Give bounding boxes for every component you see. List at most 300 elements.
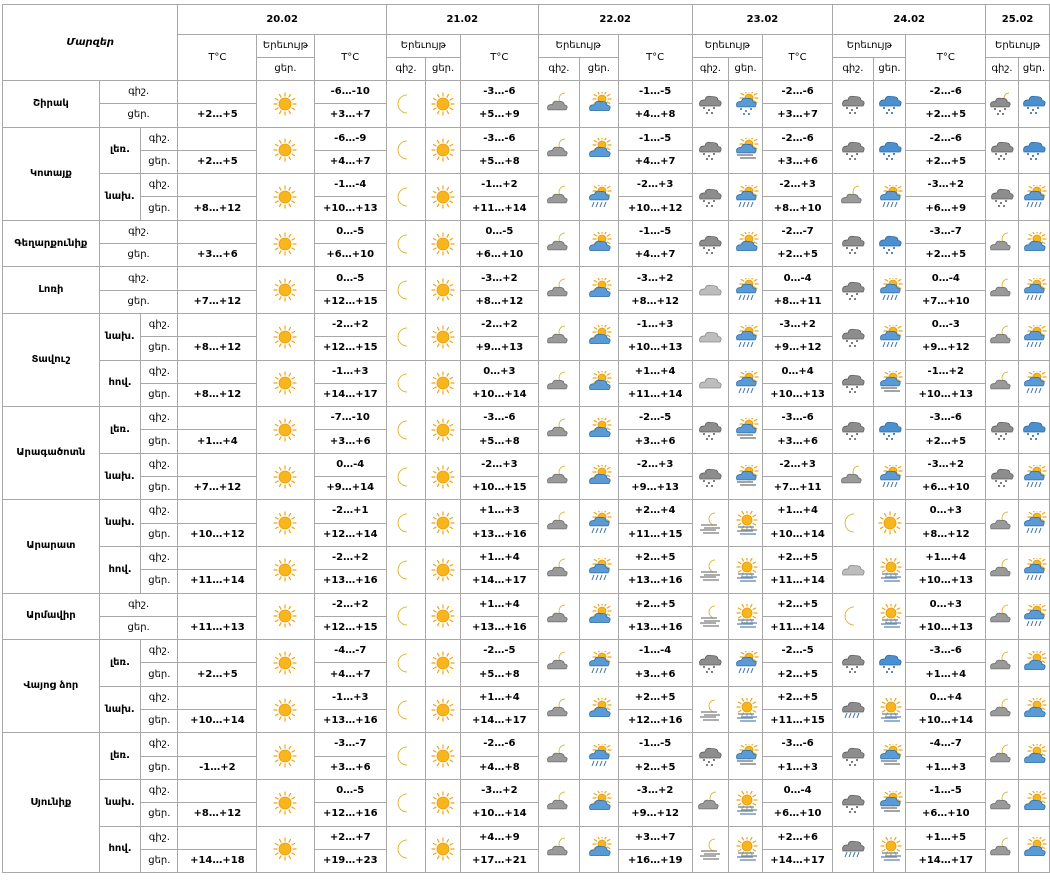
sun-icon: [257, 174, 314, 221]
day-label: ցեր.: [141, 803, 178, 826]
cloud-snow-icon: [833, 779, 873, 826]
day-temp: +11…+14: [762, 616, 832, 639]
moon-icon: [386, 733, 425, 780]
sun-fog-icon: [873, 686, 906, 733]
night-column-header: գիշ.: [538, 58, 579, 81]
cloud-sun-rain-icon: [1018, 174, 1049, 221]
cloud-moon-icon: [986, 267, 1019, 314]
day-column-header: ցեր.: [873, 58, 906, 81]
cloud-sun-rain-icon: [1018, 360, 1049, 407]
day-temp: +17…+21: [460, 849, 538, 872]
day-temp: +5…+8: [460, 150, 538, 173]
cloud-snow-icon: [986, 127, 1019, 174]
day-temp: +13…+16: [618, 570, 692, 593]
night-temp: -3…-7: [906, 220, 986, 243]
moon-fog-icon: [692, 686, 729, 733]
cloud-rain-icon: [833, 826, 873, 873]
night-row: [3, 779, 1050, 802]
sun-icon: [257, 453, 314, 500]
moon-icon: [386, 826, 425, 873]
forecast-table: [2, 4, 1050, 873]
cloud-snow-icon: [692, 127, 729, 174]
cloud-snow-icon: [692, 733, 729, 780]
night-temp: [178, 360, 257, 383]
day-temp: +12…+15: [314, 616, 386, 639]
day-column-header: ցեր.: [1018, 58, 1049, 81]
sun-icon: [257, 407, 314, 454]
night-label: գիշ.: [141, 127, 178, 150]
day-temp: +10…+14: [906, 710, 986, 733]
cloud-sun-icon: [580, 360, 619, 407]
night-temp: -2…-5: [460, 640, 538, 663]
temp-column-header: T°C: [618, 35, 692, 81]
night-temp: -3…-6: [460, 407, 538, 430]
moon-icon: [833, 500, 873, 547]
cloud-sun-rain-icon: [729, 360, 763, 407]
cloud-snow-blue-icon: [873, 127, 906, 174]
sun-icon: [426, 453, 461, 500]
night-temp: +2…+5: [618, 546, 692, 569]
sun-icon: [257, 733, 314, 780]
cloud-snow-icon: [692, 81, 729, 128]
night-temp: 0…-4: [906, 267, 986, 290]
day-temp: +6…+10: [314, 244, 386, 267]
cloud-snow-icon: [833, 640, 873, 687]
cloud-moon-icon: [692, 779, 729, 826]
cloud-sun-icon: [580, 267, 619, 314]
cloud-sun-snow-icon: [729, 81, 763, 128]
cloud-snow-icon: [692, 640, 729, 687]
cloud-sun-icon: [580, 826, 619, 873]
day-column-header: ցեր.: [729, 58, 763, 81]
day-label: ցեր.: [141, 337, 178, 360]
moon-icon: [386, 453, 425, 500]
sun-icon: [257, 640, 314, 687]
cloud-snow-icon: [833, 127, 873, 174]
night-temp: -3…-6: [906, 407, 986, 430]
day-temp: +10…+12: [178, 523, 257, 546]
cloud-sun-rain-icon: [580, 640, 619, 687]
day-temp: +5…+9: [460, 104, 538, 127]
night-temp: +2…+5: [762, 546, 832, 569]
cloud-sun-rain-icon: [580, 500, 619, 547]
day-temp: +8…+12: [460, 290, 538, 313]
night-temp: -3…+2: [460, 267, 538, 290]
night-temp: [178, 81, 257, 104]
moon-icon: [386, 686, 425, 733]
cloud-sun-rain-icon: [1018, 546, 1049, 593]
day-temp: +2…+5: [906, 150, 986, 173]
night-temp: -1…+2: [906, 360, 986, 383]
day-label: ցեր.: [141, 849, 178, 872]
cloud-gray-icon: [692, 313, 729, 360]
day-temp: +11…+14: [762, 570, 832, 593]
subregion-name: լեռ.: [99, 640, 140, 687]
cloud-moon-icon: [538, 640, 579, 687]
cloud-moon-icon: [538, 220, 579, 267]
day-column-header: ցեր.: [426, 58, 461, 81]
night-row: [3, 220, 1050, 243]
day-temp: +4…+7: [618, 244, 692, 267]
day-temp: +11…+14: [460, 197, 538, 220]
night-temp: 0…-4: [762, 267, 832, 290]
cloud-moon-icon: [986, 593, 1019, 640]
day-label: ցեր.: [99, 290, 178, 313]
day-temp: +8…+12: [178, 197, 257, 220]
night-temp: 0…-5: [314, 779, 386, 802]
night-temp: 0…+3: [906, 500, 986, 523]
night-row: [3, 500, 1050, 523]
cloud-moon-icon: [986, 640, 1019, 687]
day-temp: +8…+12: [178, 337, 257, 360]
night-temp: 0…-5: [314, 267, 386, 290]
day-temp: +3…+6: [762, 150, 832, 173]
cloud-snow-blue-icon: [1018, 127, 1049, 174]
night-label: գիշ.: [141, 407, 178, 430]
night-temp: +2…+6: [762, 826, 832, 849]
night-temp: -2…+2: [314, 593, 386, 616]
phenomenon-column-header: Երեւույթ: [257, 35, 314, 58]
night-temp: 0…-5: [460, 220, 538, 243]
cloud-sun-icon: [1018, 733, 1049, 780]
cloud-sun-icon: [1018, 686, 1049, 733]
cloud-moon-icon: [538, 360, 579, 407]
day-temp: +6…+10: [460, 244, 538, 267]
sun-icon: [426, 733, 461, 780]
day-temp: +10…+13: [906, 616, 986, 639]
cloud-snow-icon: [833, 360, 873, 407]
region-name: Արարատ: [3, 500, 100, 593]
night-temp: -3…-6: [906, 640, 986, 663]
cloud-moon-icon: [538, 174, 579, 221]
day-temp: +14…+17: [460, 710, 538, 733]
cloud-sun-icon: [580, 81, 619, 128]
sun-icon: [426, 267, 461, 314]
night-row: [3, 360, 1050, 383]
sun-icon: [426, 127, 461, 174]
subregion-name: նախ.: [99, 686, 140, 733]
cloud-sun-icon: [1018, 640, 1049, 687]
moon-icon: [386, 220, 425, 267]
day-temp: +9…+13: [618, 477, 692, 500]
day-temp: +3…+7: [762, 104, 832, 127]
subregion-name: լեռ.: [99, 733, 140, 780]
cloud-moon-icon: [986, 686, 1019, 733]
cloud-moon-icon: [986, 733, 1019, 780]
cloud-moon-icon: [538, 453, 579, 500]
sun-fog-icon: [729, 593, 763, 640]
day-temp: +10…+14: [460, 383, 538, 406]
cloud-moon-icon: [538, 500, 579, 547]
sun-icon: [257, 686, 314, 733]
day-temp: +12…+16: [314, 803, 386, 826]
day-label: ցեր.: [99, 104, 178, 127]
cloud-sun-fog-icon: [729, 407, 763, 454]
cloud-snow-icon: [986, 174, 1019, 221]
cloud-snow-icon: [692, 453, 729, 500]
night-temp: [178, 826, 257, 849]
day-temp: +13…+16: [460, 616, 538, 639]
cloud-moon-icon: [538, 127, 579, 174]
sun-icon: [257, 546, 314, 593]
night-temp: 0…-3: [906, 313, 986, 336]
day-temp: +9…+13: [460, 337, 538, 360]
day-label: ցեր.: [141, 383, 178, 406]
night-temp: -4…-7: [314, 640, 386, 663]
night-temp: -3…+2: [762, 313, 832, 336]
subregion-name: լեռ.: [99, 127, 140, 174]
moon-icon: [386, 407, 425, 454]
day-temp: +7…+12: [178, 477, 257, 500]
night-temp: -3…-7: [314, 733, 386, 756]
night-temp: [178, 267, 257, 290]
night-label: գիշ.: [141, 733, 178, 756]
moon-icon: [386, 546, 425, 593]
cloud-sun-rain-icon: [580, 174, 619, 221]
moon-fog-icon: [692, 500, 729, 547]
moon-icon: [386, 267, 425, 314]
night-row: [3, 453, 1050, 476]
cloud-sun-rain-icon: [873, 453, 906, 500]
night-column-header: գիշ.: [833, 58, 873, 81]
sun-icon: [426, 640, 461, 687]
night-row: [3, 174, 1050, 197]
cloud-sun-fog-icon: [729, 453, 763, 500]
night-temp: -2…+2: [314, 313, 386, 336]
day-temp: +9…+14: [314, 477, 386, 500]
night-temp: -1…-5: [906, 779, 986, 802]
day-label: ցեր.: [141, 477, 178, 500]
night-row: [3, 267, 1050, 290]
temp-column-header: T°C: [178, 35, 257, 81]
cloud-sun-icon: [580, 220, 619, 267]
night-temp: +4…+9: [460, 826, 538, 849]
night-temp: -2…+1: [314, 500, 386, 523]
night-label: գիշ.: [141, 500, 178, 523]
night-label: գիշ.: [99, 267, 178, 290]
sun-fog-icon: [873, 826, 906, 873]
day-temp: +14…+17: [906, 849, 986, 872]
day-temp: +10…+14: [460, 803, 538, 826]
region-name: Վայոց ձոր: [3, 640, 100, 733]
day-temp: +2…+5: [178, 663, 257, 686]
phenomenon-column-header: Երեւույթ: [986, 35, 1050, 58]
day-temp: +7…+10: [906, 290, 986, 313]
night-temp: -2…+3: [762, 453, 832, 476]
night-label: գիշ.: [141, 313, 178, 336]
day-column-header: ցեր.: [257, 58, 314, 81]
cloud-sun-icon: [580, 407, 619, 454]
night-column-header: գիշ.: [986, 58, 1019, 81]
forecast-table-wrapper: [2, 4, 1050, 873]
moon-icon: [386, 640, 425, 687]
cloud-sun-rain-icon: [580, 733, 619, 780]
moon-icon: [386, 81, 425, 128]
cloud-sun-rain-icon: [729, 174, 763, 221]
sun-icon: [426, 360, 461, 407]
cloud-sun-rain-icon: [1018, 267, 1049, 314]
night-row: [3, 127, 1050, 150]
night-temp: -3…+2: [906, 174, 986, 197]
night-column-header: գիշ.: [692, 58, 729, 81]
night-temp: -3…-6: [762, 733, 832, 756]
day-label: ցեր.: [141, 570, 178, 593]
night-temp: +1…+4: [906, 546, 986, 569]
day-temp: +3…+6: [314, 430, 386, 453]
night-temp: -3…+2: [618, 779, 692, 802]
phenomenon-column-header: Երեւույթ: [386, 35, 460, 58]
cloud-sun-icon: [580, 127, 619, 174]
cloud-moon-icon: [986, 313, 1019, 360]
day-temp: +14…+17: [460, 570, 538, 593]
night-temp: -2…-6: [460, 733, 538, 756]
cloud-sun-icon: [580, 593, 619, 640]
moon-fog-icon: [692, 593, 729, 640]
night-temp: -6…-10: [314, 81, 386, 104]
day-temp: +4…+8: [460, 756, 538, 779]
night-label: գիշ.: [99, 81, 178, 104]
cloud-moon-icon: [538, 81, 579, 128]
moon-icon: [386, 174, 425, 221]
moon-icon: [386, 127, 425, 174]
cloud-snow-blue-icon: [873, 407, 906, 454]
moon-icon: [386, 500, 425, 547]
day-temp: +6…+10: [906, 477, 986, 500]
sun-fog-icon: [873, 546, 906, 593]
subregion-name: նախ.: [99, 500, 140, 547]
sun-icon: [426, 593, 461, 640]
day-temp: +4…+7: [314, 150, 386, 173]
day-temp: +10…+14: [178, 710, 257, 733]
day-temp: +1…+3: [762, 756, 832, 779]
cloud-moon-icon: [538, 779, 579, 826]
cloud-sun-fog-icon: [729, 733, 763, 780]
sun-fog-icon: [729, 779, 763, 826]
cloud-snow-blue-icon: [873, 640, 906, 687]
night-temp: -2…+3: [762, 174, 832, 197]
temp-column-header: T°C: [762, 35, 832, 81]
cloud-moon-icon: [538, 267, 579, 314]
day-temp: +4…+7: [314, 663, 386, 686]
night-temp: -2…-7: [762, 220, 832, 243]
cloud-moon-icon: [986, 826, 1019, 873]
night-row: [3, 593, 1050, 616]
moon-icon: [386, 313, 425, 360]
night-temp: -3…+2: [618, 267, 692, 290]
date-header: 24.02: [833, 5, 986, 35]
night-temp: -1…+2: [460, 174, 538, 197]
cloud-sun-rain-icon: [873, 174, 906, 221]
moon-fog-icon: [692, 826, 729, 873]
sun-icon: [426, 779, 461, 826]
moon-icon: [386, 360, 425, 407]
day-label: ցեր.: [99, 244, 178, 267]
sun-icon: [426, 313, 461, 360]
day-temp: +3…+7: [314, 104, 386, 127]
cloud-sun-icon: [1018, 220, 1049, 267]
subregion-name: լեռ.: [99, 407, 140, 454]
cloud-moon-icon: [833, 453, 873, 500]
night-temp: -1…-4: [618, 640, 692, 663]
sun-icon: [257, 360, 314, 407]
cloud-gray-icon: [692, 267, 729, 314]
day-temp: +16…+19: [618, 849, 692, 872]
cloud-snow-icon: [986, 407, 1019, 454]
day-temp: +8…+10: [762, 197, 832, 220]
day-temp: +9…+12: [906, 337, 986, 360]
cloud-snow-icon: [833, 220, 873, 267]
region-name: Կոտայք: [3, 127, 100, 220]
night-temp: 0…-4: [762, 779, 832, 802]
phenomenon-column-header: Երեւույթ: [833, 35, 906, 58]
day-temp: +6…+9: [906, 197, 986, 220]
day-temp: +5…+8: [460, 430, 538, 453]
subregion-name: նախ.: [99, 453, 140, 500]
cloud-sun-icon: [1018, 826, 1049, 873]
sun-fog-icon: [729, 826, 763, 873]
night-temp: -1…-5: [618, 733, 692, 756]
night-label: գիշ.: [141, 546, 178, 569]
night-temp: [178, 779, 257, 802]
day-temp: +6…+10: [762, 803, 832, 826]
subregion-name: հով.: [99, 826, 140, 873]
cloud-snow-icon: [833, 267, 873, 314]
night-temp: [178, 220, 257, 243]
day-temp: +8…+12: [618, 290, 692, 313]
moon-icon: [386, 593, 425, 640]
cloud-snow-blue-icon: [873, 81, 906, 128]
night-row: [3, 686, 1050, 709]
day-temp: +3…+6: [314, 756, 386, 779]
night-temp: +3…+7: [618, 826, 692, 849]
night-temp: +1…+4: [618, 360, 692, 383]
sun-icon: [873, 500, 906, 547]
region-name: Գեղարքունիք: [3, 220, 100, 267]
cloud-moon-snow-icon: [986, 81, 1019, 128]
night-row: [3, 407, 1050, 430]
sun-fog-icon: [873, 593, 906, 640]
cloud-moon-icon: [538, 593, 579, 640]
night-row: [3, 546, 1050, 569]
night-temp: -2…-5: [762, 640, 832, 663]
cloud-moon-icon: [538, 313, 579, 360]
night-row: [3, 81, 1050, 104]
day-label: ցեր.: [99, 616, 178, 639]
night-label: գիշ.: [141, 640, 178, 663]
day-temp: +4…+8: [618, 104, 692, 127]
day-temp: +10…+13: [314, 197, 386, 220]
cloud-snow-blue-icon: [1018, 407, 1049, 454]
cloud-sun-rain-icon: [580, 546, 619, 593]
day-temp: +7…+12: [178, 290, 257, 313]
night-temp: +2…+5: [618, 593, 692, 616]
day-temp: +10…+14: [762, 523, 832, 546]
night-label: գիշ.: [141, 174, 178, 197]
phenomenon-column-header: Երեւույթ: [538, 35, 618, 58]
night-temp: -1…+3: [618, 313, 692, 336]
region-name: Արագածոտն: [3, 407, 100, 500]
day-temp: +3…+6: [618, 663, 692, 686]
sun-icon: [257, 267, 314, 314]
day-label: ցեր.: [141, 663, 178, 686]
cloud-snow-icon: [833, 407, 873, 454]
subregion-name: նախ.: [99, 174, 140, 221]
night-row: [3, 640, 1050, 663]
night-temp: -3…-6: [460, 127, 538, 150]
sun-icon: [257, 220, 314, 267]
night-temp: -3…+2: [460, 779, 538, 802]
cloud-moon-icon: [986, 500, 1019, 547]
